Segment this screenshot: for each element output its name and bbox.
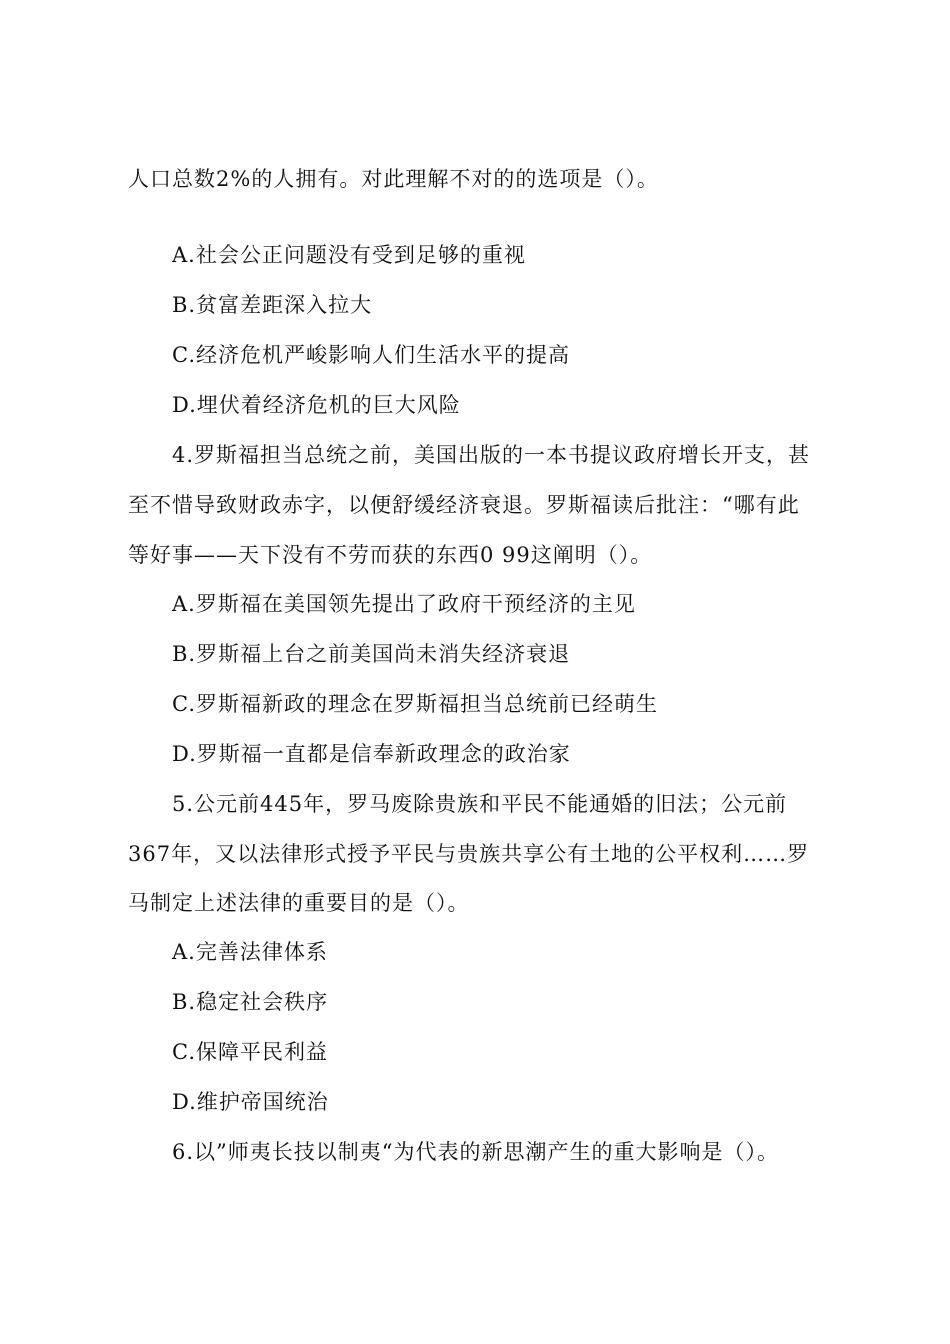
question-5-option-a: A.完善法律体系 xyxy=(172,940,328,964)
question-4-option-a: A.罗斯福在美国领先提出了政府干预经济的主见 xyxy=(172,592,636,616)
question-5-option-c: C.保障平民利益 xyxy=(172,1040,328,1064)
question-5-stem-line-1: 5.公元前445年，罗马废除贵族和平民不能通婚的旧法；公元前 xyxy=(172,792,788,816)
question-4-stem-line-1: 4.罗斯福担当总统之前，美国出版的一本书提议政府增长开支，甚 xyxy=(172,443,811,467)
question-3-option-c: C.经济危机严峻影响人们生活水平的提高 xyxy=(172,343,570,367)
question-4-option-b: B.罗斯福上台之前美国尚未消失经济衰退 xyxy=(172,642,571,666)
question-5-stem-line-3: 马制定上述法律的重要目的是（）。 xyxy=(128,891,470,915)
question-3-option-b: B.贫富差距深入拉大 xyxy=(172,293,373,317)
question-5-option-d: D.维护帝国统治 xyxy=(172,1090,329,1114)
question-3-option-d: D.埋伏着经济危机的巨大风险 xyxy=(172,393,461,417)
question-4-stem-line-2: 至不惜导致财政赤字，以便舒缓经济衰退。罗斯福读后批注：“哪有此 xyxy=(128,493,800,517)
question-4-option-c: C.罗斯福新政的理念在罗斯福担当总统前已经萌生 xyxy=(172,692,658,716)
question-6-stem-line-1: 6.以”师夷长技以制夷“为代表的新思潮产生的重大影响是（）。 xyxy=(172,1140,780,1164)
question-5-stem-line-2: 367年，又以法律形式授予平民与贵族共享公有土地的公平权利……罗 xyxy=(128,842,810,866)
question-3-stem-end: 人口总数2%的人拥有。对此理解不对的的选项是（）。 xyxy=(128,167,659,191)
question-3-option-a: A.社会公正问题没有受到足够的重视 xyxy=(172,243,526,267)
question-4-stem-line-3: 等好事——天下没有不劳而获的东西0 99这阐明（）。 xyxy=(128,543,653,567)
question-5-option-b: B.稳定社会秩序 xyxy=(172,990,329,1014)
question-4-option-d: D.罗斯福一直都是信奉新政理念的政治家 xyxy=(172,742,571,766)
